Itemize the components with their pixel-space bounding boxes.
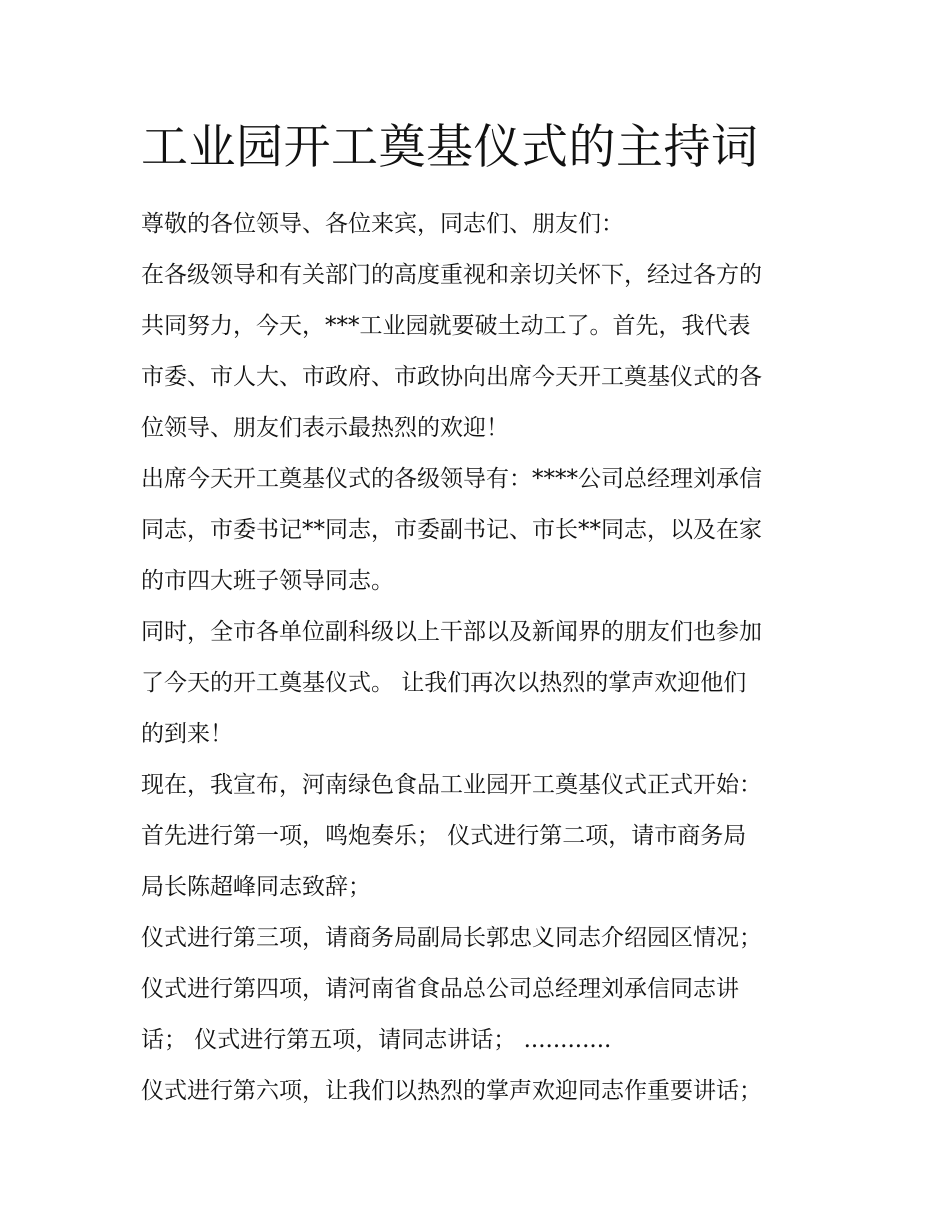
- body-line: 的市四大班子领导同志。: [141, 568, 394, 594]
- body-line: 共同努力，今天，***工业园就要破土动工了。首先，我代表: [141, 313, 751, 339]
- body-line: 仪式进行第三项，请商务局副局长郭忠义同志介绍园区情况；: [141, 925, 762, 951]
- document-body: [141, 199, 821, 1117]
- body-line: 市委、市人大、市政府、市政协向出席今天开工奠基仪式的各: [141, 364, 762, 390]
- body-line: 同时，全市各单位副科级以上干部以及新闻界的朋友们也参加: [141, 619, 762, 645]
- body-line: 的到来！: [141, 721, 233, 747]
- body-line: 首先进行第一项，鸣炮奏乐； 仪式进行第二项，请市商务局: [141, 823, 747, 849]
- body-line: 仪式进行第四项，请河南省食品总公司总经理刘承信同志讲: [141, 976, 739, 1002]
- body-line: 出席今天开工奠基仪式的各级领导有：****公司总经理刘承信: [141, 466, 762, 492]
- document-title: 工业园开工奠基仪式的主持词: [141, 120, 759, 175]
- body-line: 话； 仪式进行第五项，请同志讲话； ............: [141, 1027, 612, 1053]
- body-line: 位领导、朋友们表示最热烈的欢迎！: [141, 415, 509, 441]
- body-line: 了今天的开工奠基仪式。 让我们再次以热烈的掌声欢迎他们: [141, 670, 747, 696]
- body-line: 局长陈超峰同志致辞；: [141, 874, 371, 900]
- body-line: 同志，市委书记**同志，市委副书记、市长**同志，以及在家: [141, 517, 762, 543]
- body-line: 仪式进行第六项，让我们以热烈的掌声欢迎同志作重要讲话；: [141, 1078, 762, 1104]
- body-line: 在各级领导和有关部门的高度重视和亲切关怀下，经过各方的: [141, 262, 762, 288]
- body-line: 现在，我宣布，河南绿色食品工业园开工奠基仪式正式开始：: [141, 772, 762, 798]
- body-line: 尊敬的各位领导、各位来宾，同志们、朋友们：: [141, 211, 624, 237]
